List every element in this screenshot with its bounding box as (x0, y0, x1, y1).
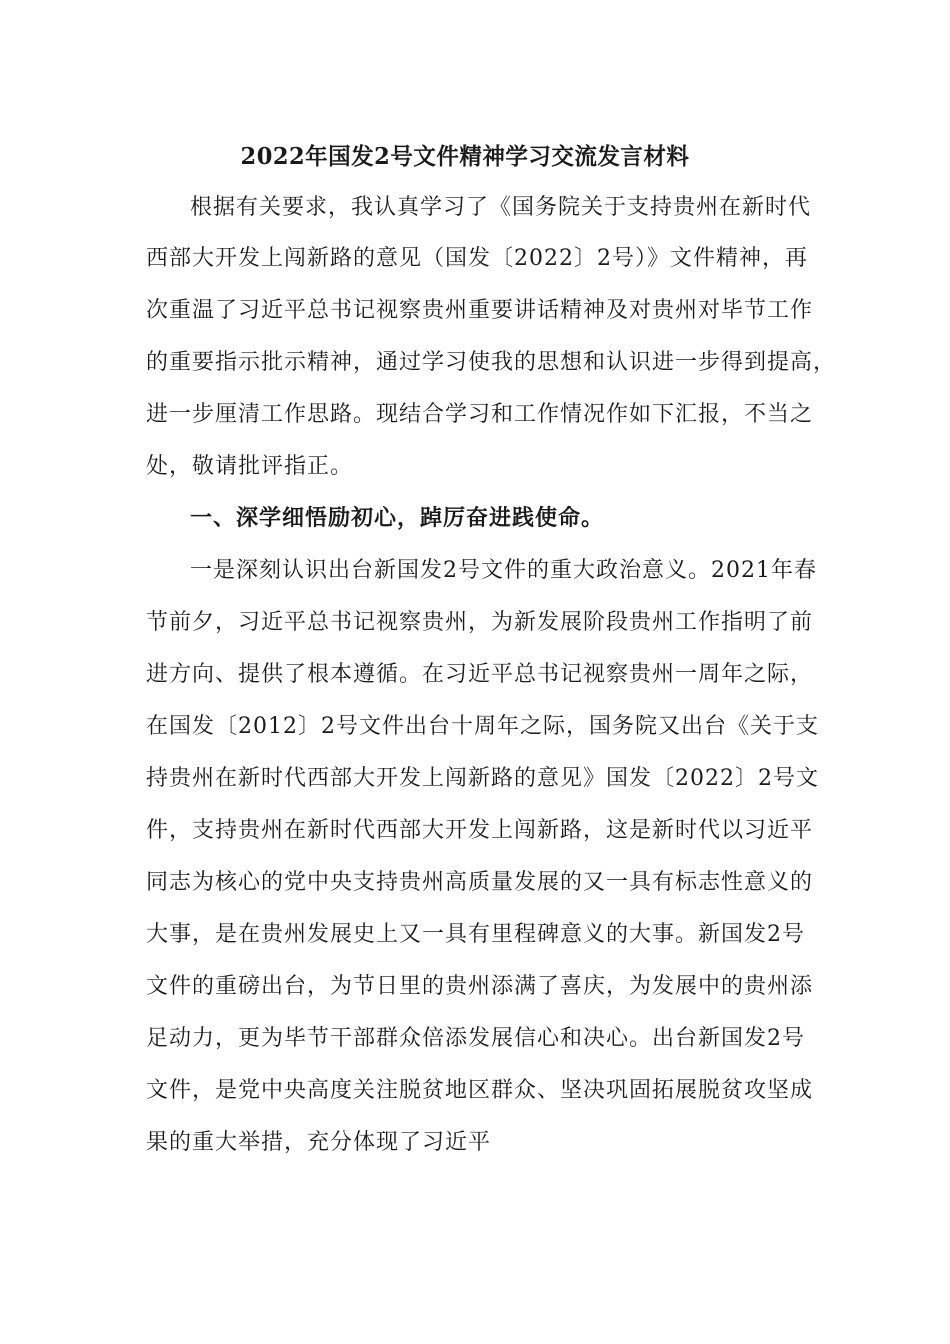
intro-line: 进一步厘清工作思路。现结合学习和工作情况作如下汇报，不当之 (146, 402, 814, 427)
body-line: 足动力，更为毕节干部群众倍添发展信心和决心。出台新国发2号 (146, 1026, 805, 1051)
body-line: 持贵州在新时代西部大开发上闯新路的意见》国发〔2022〕2号文 (146, 766, 819, 791)
body-line: 果的重大举措，充分体现了习近平 (146, 1130, 492, 1155)
body-line: 节前夕，习近平总书记视察贵州，为新发展阶段贵州工作指明了前 (146, 610, 814, 635)
section-heading: 一、深学细悟励初心，踔厉奋进践使命。 (190, 505, 605, 531)
intro-line: 的重要指示批示精神，通过学习使我的思想和认识进一步得到提高， (146, 350, 837, 375)
body-line: 大事，是在贵州发展史上又一具有里程碑意义的大事。新国发2号 (146, 922, 805, 947)
intro-line: 处，敬请批评指正。 (146, 454, 354, 479)
body-line: 在国发〔2012〕2号文件出台十周年之际，国务院又出台《关于支 (146, 714, 819, 739)
body-line: 同志为核心的党中央支持贵州高质量发展的又一具有标志性意义的 (146, 870, 814, 895)
document-title: 2022年国发2号文件精神学习交流发言材料 (240, 143, 690, 170)
body-line: 一是深刻认识出台新国发2号文件的重大政治意义。2021年春 (190, 558, 817, 583)
body-line: 件，支持贵州在新时代西部大开发上闯新路，这是新时代以习近平 (146, 818, 814, 843)
intro-line: 西部大开发上闯新路的意见（国发〔2022〕2号）》文件精神，再 (146, 246, 808, 271)
intro-line: 次重温了习近平总书记视察贵州重要讲话精神及对贵州对毕节工作 (146, 298, 814, 323)
body-line: 文件，是党中央高度关注脱贫地区群众、坚决巩固拓展脱贫攻坚成 (146, 1078, 814, 1103)
intro-line: 根据有关要求，我认真学习了《国务院关于支持贵州在新时代 (190, 195, 812, 220)
body-line: 文件的重磅出台，为节日里的贵州添满了喜庆，为发展中的贵州添 (146, 974, 814, 999)
body-line: 进方向、提供了根本遵循。在习近平总书记视察贵州一周年之际， (146, 662, 814, 687)
